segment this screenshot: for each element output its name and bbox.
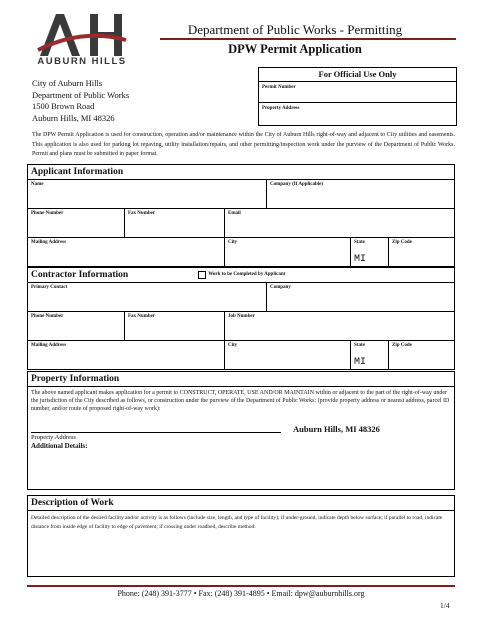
work-by-applicant-checkbox[interactable] xyxy=(198,271,206,279)
zip-label: Zip Code xyxy=(392,240,412,245)
applicant-email-field[interactable] xyxy=(225,209,454,237)
company-label: Company (If Applicable) xyxy=(270,182,324,187)
city-label: City xyxy=(228,343,238,348)
work-section xyxy=(27,495,455,577)
applicant-phone-field[interactable] xyxy=(28,209,125,237)
applicant-state-field[interactable] xyxy=(351,238,389,266)
work-by-applicant-option[interactable] xyxy=(198,268,285,282)
permit-number-label: Permit Number xyxy=(262,85,296,90)
form-title: DPW Permit Application xyxy=(228,42,362,56)
work-description-field[interactable] xyxy=(28,511,454,534)
applicant-section xyxy=(27,164,455,267)
footer-divider xyxy=(27,585,455,587)
email-label: Email xyxy=(228,211,241,216)
applicant-section-title: Applicant Information xyxy=(28,165,454,180)
work-by-applicant-label: Work to be Completed by Applicant xyxy=(208,272,286,277)
work-section-title: Description of Work xyxy=(28,496,454,511)
property-city-state-zip: Auburn Hills, MI 48326 xyxy=(293,424,380,434)
state-label: State xyxy=(354,240,365,245)
address-line: City of Auburn Hills xyxy=(32,78,103,88)
primary-contact-label: Primary Contact xyxy=(31,285,68,290)
fax-label: Fax Number xyxy=(128,211,156,216)
additional-details-label: Additional Details: xyxy=(31,442,88,450)
job-number-field[interactable] xyxy=(225,312,454,340)
address-line: 1500 Brown Road xyxy=(32,101,95,111)
contractor-zip-field[interactable] xyxy=(389,341,454,369)
contractor-section-title: Contractor Information xyxy=(31,270,129,280)
contractor-mailing-field[interactable] xyxy=(28,341,225,369)
contractor-city-field[interactable] xyxy=(225,341,351,369)
intro-paragraph: The DPW Permit Application is used for construction, operation and/or maintenance within the City of Auburn Hills right-of-way and adjacent to City utilities and easements. This application is also used for parking lot repaving, utility installation/repairs, and other permitting/inspection work under the purview of the Department of Public Works. Permit and plans must be submitted in paper format. xyxy=(32,132,455,157)
applicant-company-field[interactable] xyxy=(267,180,454,208)
official-property-address-field[interactable] xyxy=(259,103,456,124)
contractor-phone-field[interactable] xyxy=(28,312,125,340)
applicant-mailing-field[interactable] xyxy=(28,238,225,266)
department-address xyxy=(32,78,129,124)
property-address-input[interactable] xyxy=(31,432,281,433)
zip-label: Zip Code xyxy=(392,343,412,348)
contractor-section-header xyxy=(28,268,454,283)
address-line: Auburn Hills, MI 48326 xyxy=(32,112,115,123)
property-address-label: Property Address xyxy=(31,434,76,441)
permit-number-field[interactable] xyxy=(259,82,456,103)
state-value: MI xyxy=(354,357,367,368)
primary-contact-field[interactable] xyxy=(28,283,267,311)
applicant-city-field[interactable] xyxy=(225,238,351,266)
official-use-box xyxy=(258,67,457,126)
contractor-state-field[interactable] xyxy=(351,341,389,369)
mailing-label: Mailing Address xyxy=(31,343,67,348)
mailing-label: Mailing Address xyxy=(31,240,67,245)
phone-label: Phone Number xyxy=(31,211,64,216)
fax-label: Fax Number xyxy=(128,314,156,319)
logo-text: AUBURN HILLS xyxy=(37,56,127,67)
contractor-company-field[interactable] xyxy=(267,283,454,311)
work-instructions: Detailed description of the desired facility and/or activity is as follows (include size, length, and type of facility); if under-ground, indicate depth below surface; if parallel to road, indicate distance from inside edge of facility to edge of pavement; if crossing under roadbed, describe method: xyxy=(31,515,443,530)
contractor-fax-field[interactable] xyxy=(125,312,225,340)
property-section-title: Property Information xyxy=(28,372,454,387)
state-value: MI xyxy=(354,254,367,265)
name-label: Name xyxy=(31,182,44,187)
address-line: Department of Public Works xyxy=(32,89,130,100)
page-number: 1/4 xyxy=(440,601,450,610)
applicant-name-field[interactable] xyxy=(28,180,267,208)
job-number-label: Job Number xyxy=(228,314,255,319)
phone-label: Phone Number xyxy=(31,314,64,319)
official-use-title: For Official Use Only xyxy=(259,68,456,82)
contractor-section xyxy=(27,267,455,370)
applicant-zip-field[interactable] xyxy=(389,238,454,266)
title-divider xyxy=(160,38,456,40)
footer-contact: Phone: (248) 391-3777 • Fax: (248) 391-4895 • Email: dpw@auburnhills.org xyxy=(117,589,365,598)
department-title: Department of Public Works - Permitting xyxy=(187,22,403,37)
state-label: State xyxy=(354,343,365,348)
property-instructions: The above named applicant makes application for a permit to CONSTRUCT, OPERATE, USE AND/OR MAINTAIN within or adjacent to the part of the right-of-way under the jurisdiction of the City described as follows, or construction under the purview of the Department of Public Works: (provide property address or nearest address, parcel ID number, and/or route of proposed right-of-way work): xyxy=(31,390,450,412)
city-label: City xyxy=(228,240,238,245)
property-section xyxy=(27,371,455,490)
applicant-fax-field[interactable] xyxy=(125,209,225,237)
company-label: Company xyxy=(270,285,291,290)
official-property-address-label: Property Address xyxy=(262,106,300,111)
